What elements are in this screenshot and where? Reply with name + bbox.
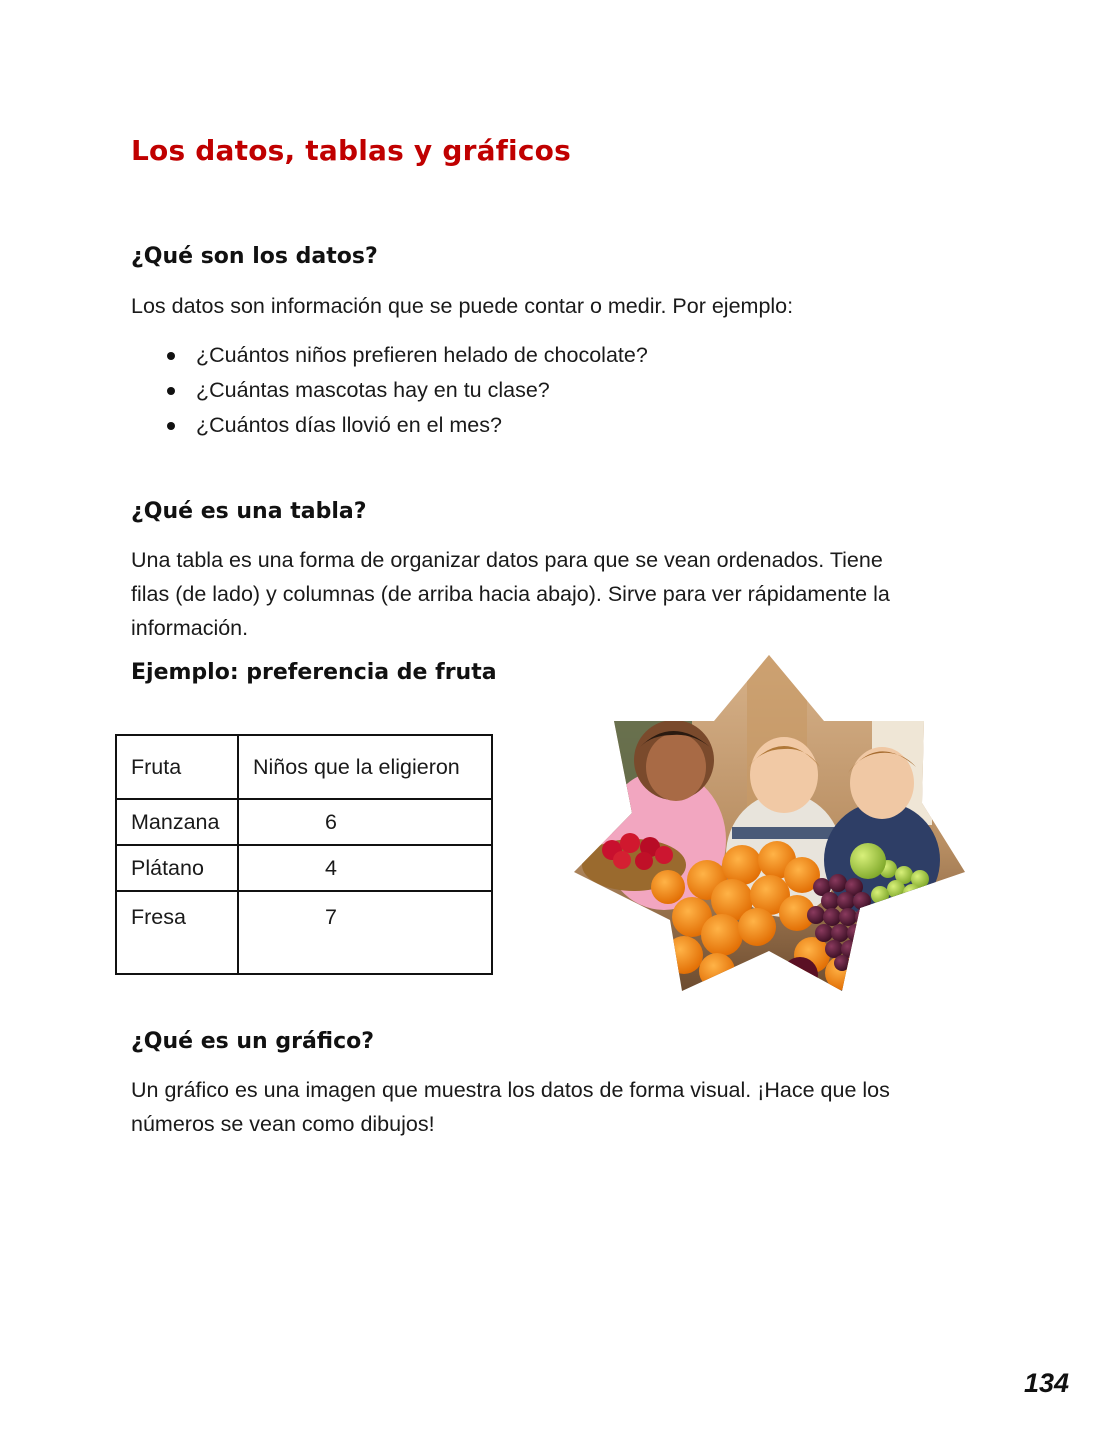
column-header-count: Niños que la eligieron [238,735,492,799]
page-number: 134 [1023,1368,1069,1398]
bullet-icon [167,387,175,395]
list-item: ¿Cuántos niños prefieren helado de chocolate? [165,338,648,373]
section-intro-datos: Los datos son información que se puede contar o medir. Por ejemplo: [131,294,794,318]
count-cell: 4 [238,845,492,891]
fruit-cell: Plátano [116,845,238,891]
column-header-fruit: Fruta [116,735,238,799]
example-heading: Ejemplo: preferencia de fruta [131,660,497,685]
section-body-grafico: Un gráfico es una imagen que muestra los datos de forma visual. ¡Hace que los números se vean como dibujos! [131,1078,890,1136]
section-body-tabla: Una tabla es una forma de organizar datos para que se vean ordenados. Tiene filas (de lado) y columnas (de arriba hacia abajo). Sirve para ver rápidamente la información. [131,548,890,640]
table-row [116,891,492,974]
examples-list [165,338,648,443]
section-heading-grafico: ¿Qué es un gráfico? [131,1029,375,1054]
section-heading-datos: ¿Qué son los datos? [131,244,378,269]
children-fruit-star-image [572,655,967,995]
section-heading-tabla: ¿Qué es una tabla? [131,499,367,524]
bullet-icon [167,422,175,430]
table-row [116,799,492,845]
page-title: Los datos, tablas y gráficos [131,134,571,167]
fruit-cell: Fresa [116,891,238,974]
fruit-preference-table [115,734,493,975]
table-row [116,845,492,891]
list-item: ¿Cuántos días llovió en el mes? [165,408,648,443]
count-cell: 6 [238,799,492,845]
count-cell: 7 [238,891,492,974]
bullet-icon [167,352,175,360]
list-item: ¿Cuántas mascotas hay en tu clase? [165,373,648,408]
table-header-row [116,735,492,799]
fruit-cell: Manzana [116,799,238,845]
